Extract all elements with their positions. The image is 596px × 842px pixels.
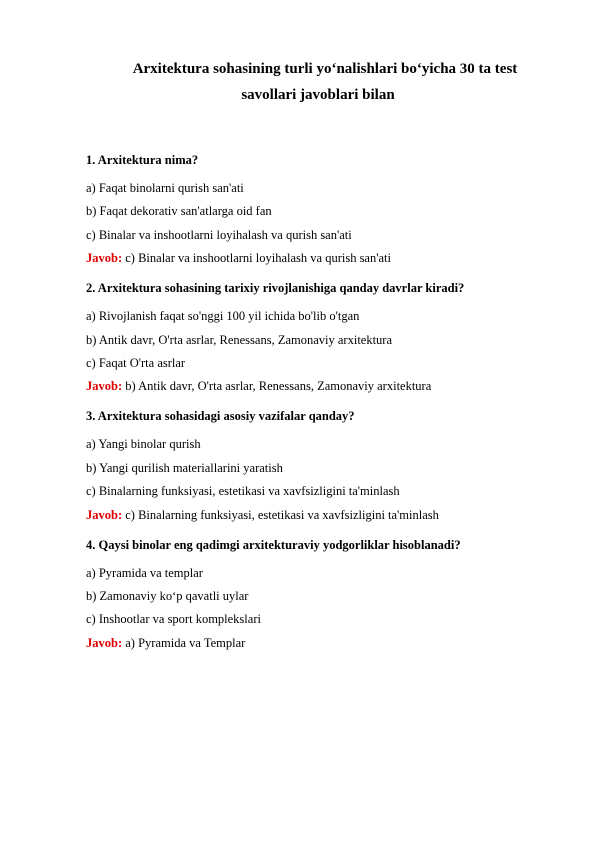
question-block xyxy=(86,152,556,266)
option-c: c) Inshootlar va sport komplekslari xyxy=(86,612,261,627)
answer-label: Javob: xyxy=(86,251,123,266)
title-line-1: Arxitektura sohasining turli yo‘nalishlari bo‘yicha 30 ta test xyxy=(132,61,518,77)
option-a: a) Faqat binolarni qurish san'ati xyxy=(86,181,244,195)
option-a: a) Rivojlanish faqat so'nggi 100 yil ichida bo'lib o'tgan xyxy=(86,309,360,324)
question-text: 1. Arxitektura nima? xyxy=(86,153,199,167)
answer-label: Javob: xyxy=(86,507,123,522)
answer-text: c) Binalarning funksiyasi, estetikasi va xavfsizligini ta'minlash xyxy=(122,507,439,522)
questions-list xyxy=(86,152,556,665)
answer-text: b) Antik davr, O'rta asrlar, Renessans, Zamonaviy arxitektura xyxy=(122,379,432,394)
question-text: 3. Arxitektura sohasidagi asosiy vazifalar qanday? xyxy=(86,409,355,424)
option-b: b) Antik davr, O'rta asrlar, Renessans, Zamonaviy arxitektura xyxy=(86,332,393,347)
title-line-2: savollari javoblari bilan xyxy=(241,87,395,103)
option-b: b) Zamonaviy ko‘p qavatli uylar xyxy=(86,588,249,603)
question-text: 4. Qaysi binolar eng qadimgi arxitekturaviy yodgorliklar hisoblanadi? xyxy=(86,537,461,552)
question-block xyxy=(86,408,556,522)
question-block xyxy=(86,280,556,394)
answer-line xyxy=(86,378,556,394)
question-block xyxy=(86,537,556,651)
option-c: c) Faqat O'rta asrlar xyxy=(86,355,186,370)
option-c: c) Binalarning funksiyasi, estetikasi va xavfsizligini ta'minlash xyxy=(86,484,400,499)
answer-text: c) Binalar va inshootlarni loyihalash va qurish san'ati xyxy=(122,251,391,266)
answer-text: a) Pyramida va Templar xyxy=(122,635,246,650)
option-a: a) Pyramida va templar xyxy=(86,565,203,580)
document-title xyxy=(86,56,550,108)
question-text: 2. Arxitektura sohasining tarixiy rivojlanishiga qanday davrlar kiradi? xyxy=(86,281,465,296)
answer-label: Javob: xyxy=(86,635,123,650)
answer-line xyxy=(86,507,556,523)
answer-line xyxy=(86,635,556,651)
option-b: b) Faqat dekorativ san'atlarga oid fan xyxy=(86,204,272,219)
answer-label: Javob: xyxy=(86,379,123,394)
option-a: a) Yangi binolar qurish xyxy=(86,437,201,452)
option-b: b) Yangi qurilish materiallarini yaratish xyxy=(86,460,283,475)
answer-line xyxy=(86,250,556,266)
option-c: c) Binalar va inshootlarni loyihalash va qurish san'ati xyxy=(86,227,352,242)
